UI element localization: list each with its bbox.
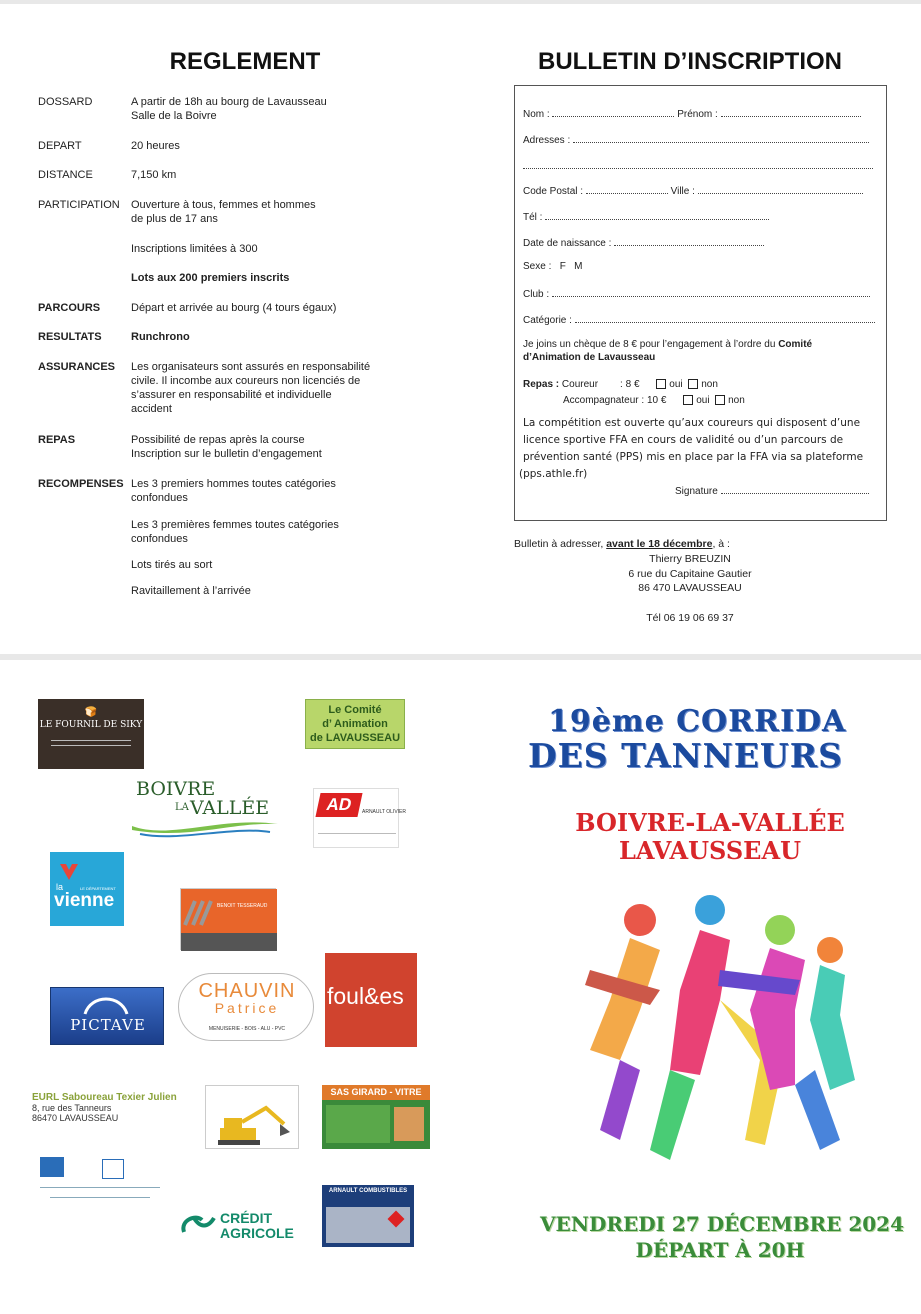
inscription-form <box>514 85 887 521</box>
accompagnateur-non-checkbox[interactable] <box>715 395 725 405</box>
logo-fournil-de-siky: 🍞 LE FOURNIL DE SIKY <box>38 699 144 769</box>
coureur-non-checkbox[interactable] <box>688 379 698 389</box>
date-naissance-field[interactable]: Date de naissance : <box>523 235 764 250</box>
competition-notice: La compétition est ouverte qu’aux coureurs qui disposent d’une licence sportive FFA en cours de validité ou d’un parcours de prévention santé (PPS) mis en place par la FFA via sa plateforme (pps.athle.fr) <box>519 417 864 480</box>
label-participation: PARTICIPATION <box>38 199 120 211</box>
stripes-icon <box>183 897 213 927</box>
logo-chauvin-patrice: CHAUVIN Patrice MENUISERIE - BOIS - ALU - PVC <box>178 973 314 1041</box>
logo-digger <box>205 1085 299 1149</box>
cheque-text: Je joins un chèque de 8 € pour l’engagement à l’ordre du Comité <box>523 339 813 350</box>
logo-boivre-la-vallee: BOIVRE LA VALLÉE <box>130 778 280 840</box>
value-lots: Lots aux 200 premiers inscrits <box>131 272 290 284</box>
club-field[interactable]: Club : <box>523 286 870 301</box>
label-assurances: ASSURANCES <box>38 361 116 373</box>
logo-intermarche <box>40 1157 160 1213</box>
address-city: 86 470 LAVAUSSEAU <box>638 582 742 594</box>
value-recompenses-hommes: Les 3 premiers hommes toutes catégories confondues <box>131 478 336 504</box>
label-parcours: PARCOURS <box>38 302 101 314</box>
label-distance: DISTANCE <box>38 169 93 181</box>
value-dossard: A partir de 18h au bourg de Lavausseau Salle de la Boivre <box>131 96 327 122</box>
repas-accompagnateur: Accompagnateur : 10 € oui non <box>563 395 745 406</box>
label-dossard: DOSSARD <box>38 96 93 108</box>
value-ravitaillement: Ravitaillement à l’arrivée <box>131 585 251 597</box>
logo-foulees: foul&es <box>325 953 417 1047</box>
event-date: VENDREDI 27 DÉCEMBRE 2024 <box>540 1212 904 1236</box>
value-resultats: Runchrono <box>131 331 190 343</box>
address-tel: Tél 06 19 06 69 37 <box>646 612 734 624</box>
value-inscriptions: Inscriptions limitées à 300 <box>131 243 258 255</box>
logo-ad-garage: AD ARNAULT OLIVIER <box>313 788 399 848</box>
address-street: 6 rue du Capitaine Gautier <box>628 568 752 580</box>
event-title-line-1: 19ème CORRIDA <box>548 704 847 739</box>
event-place-line-2: LAVAUSSEAU <box>618 836 802 865</box>
label-depart: DEPART <box>38 140 82 152</box>
value-parcours: Départ et arrivée au bourg (4 tours égaux) <box>131 302 337 314</box>
logo-pictave: PICTAVE <box>50 987 164 1045</box>
value-recompenses-femmes: Les 3 premières femmes toutes catégories confondues <box>131 519 339 545</box>
tel-field[interactable]: Tél : <box>523 209 769 224</box>
repas-coureur: Repas : Coureur : 8 € oui non <box>523 379 718 390</box>
reglement-title: REGLEMENT <box>169 48 321 75</box>
sexe-field[interactable]: Sexe : F M <box>523 261 583 272</box>
signature-field[interactable]: Signature <box>675 483 869 498</box>
excavator-icon <box>214 1102 294 1146</box>
logo-credit-agricole: CRÉDIT AGRICOLE <box>180 1208 310 1242</box>
value-participation: Ouverture à tous, femmes et hommes de plus de 17 ans <box>131 199 316 225</box>
logo-eurl-saboureau: EURL Saboureau Texier Julien 8, rue des Tanneurs 86470 LAVAUSSEAU <box>32 1092 177 1123</box>
value-distance: 7,150 km <box>131 169 177 181</box>
categorie-field[interactable]: Catégorie : <box>523 312 875 327</box>
cheque-text-2: d’Animation de Lavausseau <box>523 352 656 363</box>
coureur-oui-checkbox[interactable] <box>656 379 666 389</box>
label-resultats: RESULTATS <box>38 331 102 343</box>
ca-icon <box>180 1214 216 1236</box>
event-depart: DÉPART À 20H <box>635 1238 805 1262</box>
event-title-line-2: DES TANNEURS <box>528 736 843 775</box>
value-assurances: Les organisateurs sont assurés en responsabilité civile. Il incombe aux coureurs non licenciés de s’assurer en responsabilité et individuelle accident <box>131 361 371 415</box>
label-repas: REPAS <box>38 434 76 446</box>
value-depart: 20 heures <box>131 140 180 152</box>
logo-la-vienne: la LE DÉPARTEMENT vienne <box>50 852 124 926</box>
bulletin-title: BULLETIN D’INSCRIPTION <box>538 48 842 75</box>
bread-icon: 🍞 <box>84 707 98 718</box>
adresses-field[interactable]: Adresses : <box>523 132 869 147</box>
address-intro: Bulletin à adresser, avant le 18 décembre, à : <box>514 538 730 550</box>
value-repas: Possibilité de repas après la course Inscription sur le bulletin d’engagement <box>131 434 322 460</box>
wave-icon <box>130 816 280 840</box>
label-recompenses: RECOMPENSES <box>38 478 124 490</box>
logo-sas-girard-vitre: SAS GIRARD - VITRE <box>322 1085 430 1149</box>
heart-icon <box>58 862 80 882</box>
adresses-line-2[interactable] <box>523 158 873 173</box>
accompagnateur-oui-checkbox[interactable] <box>683 395 693 405</box>
flyer-page <box>0 660 921 1314</box>
reglement-page <box>0 4 921 654</box>
logo-comite-animation: Le Comité d’ Animation de LAVAUSSEAU <box>305 699 405 749</box>
value-lots-tires: Lots tirés au sort <box>131 559 213 571</box>
event-place-line-1: BOIVRE-LA-VALLÉE <box>575 808 845 837</box>
logo-arnault-combustibles: ARNAULT COMBUSTIBLES <box>322 1185 414 1247</box>
nom-field[interactable]: Nom : Prénom : <box>523 106 861 121</box>
address-name: Thierry BREUZIN <box>649 553 731 565</box>
runners-illustration <box>570 890 870 1170</box>
logo-benoit-tesseraud: BENOIT TESSERAUD <box>180 888 276 950</box>
arch-icon <box>81 992 131 1016</box>
code-postal-field[interactable]: Code Postal : Ville : <box>523 183 863 198</box>
